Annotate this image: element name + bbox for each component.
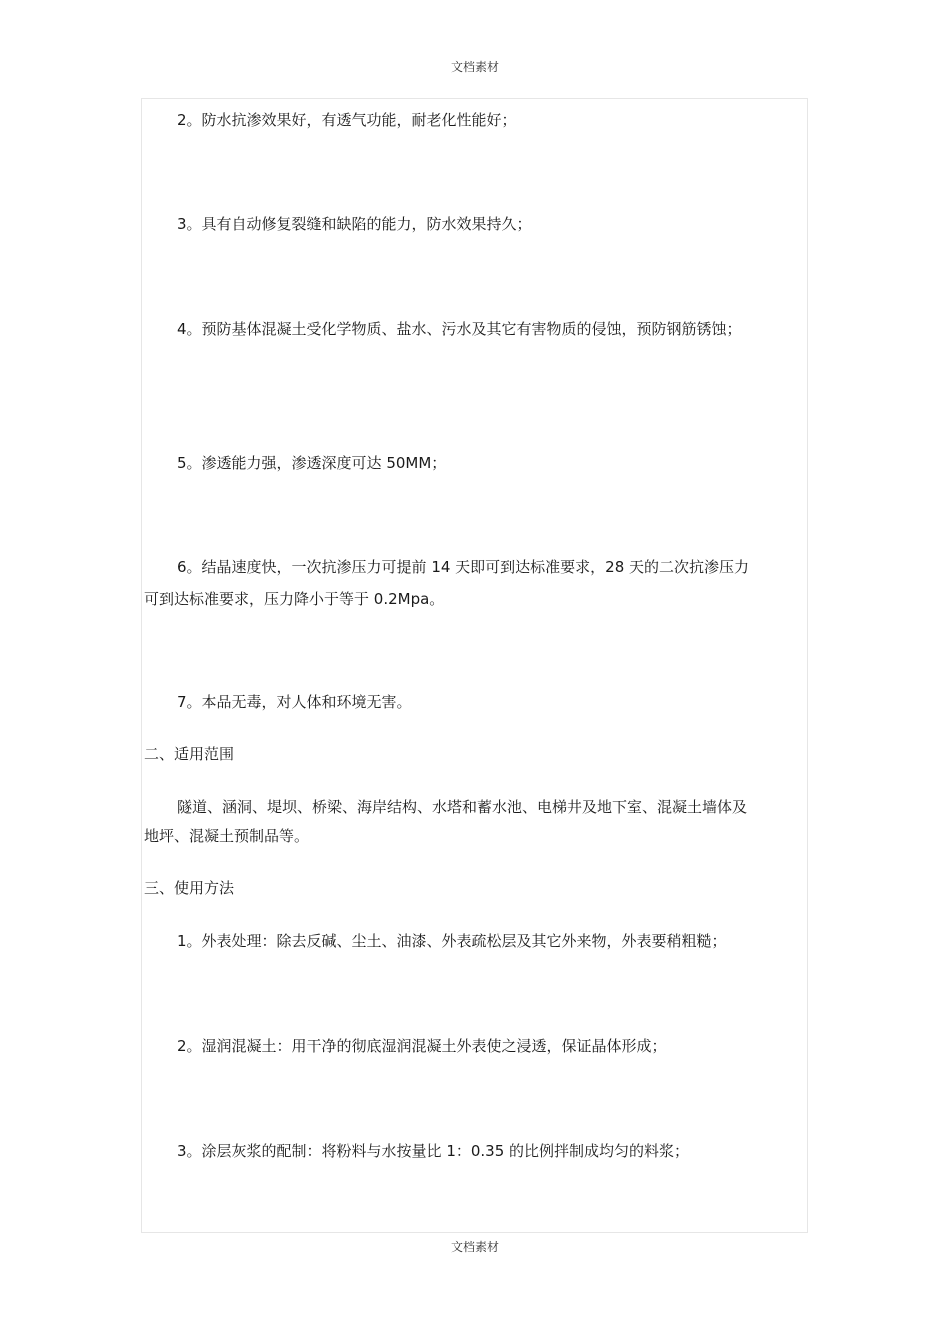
usage-step-3: 3。涂层灰浆的配制：将粉料与水按量比 1：0.35 的比例拌制成均匀的料浆； [177,1142,690,1160]
feature-item-7: 7。本品无毒，对人体和环境无害。 [177,693,412,711]
feature-item-3: 3。具有自动修复裂缝和缺陷的能力，防水效果持久； [177,215,532,233]
scope-paragraph-line-1: 隧道、涵洞、堤坝、桥梁、海岸结构、水塔和蓄水池、电梯井及地下室、混凝土墙体及 [177,798,748,816]
section-heading-scope: 二、适用范围 [144,745,235,763]
feature-item-6-line-1: 6。结晶速度快，一次抗渗压力可提前 14 天即可到达标准要求，28 天的二次抗渗压力 [177,558,750,576]
usage-step-2: 2。湿润混凝土：用干净的彻底湿润混凝土外表使之浸透，保证晶体形成； [177,1037,667,1055]
page-footer: 文档素材 [450,1240,499,1254]
section-heading-usage: 三、使用方法 [144,879,235,897]
feature-item-6-line-2: 可到达标准要求，压力降小于等于 0.2Mpa。 [144,590,445,608]
usage-step-1: 1。外表处理：除去反碱、尘土、油漆、外表疏松层及其它外来物，外表要稍粗糙； [177,932,727,950]
feature-item-2: 2。防水抗渗效果好，有透气功能，耐老化性能好； [177,111,517,129]
content-frame [141,98,808,1233]
scope-paragraph-line-2: 地坪、混凝土预制品等。 [144,827,310,845]
feature-item-5: 5。渗透能力强，渗透深度可达 50MM； [177,454,447,472]
feature-item-4: 4。预防基体混凝土受化学物质、盐水、污水及其它有害物质的侵蚀，预防钢筋锈蚀； [177,320,742,338]
page-header: 文档素材 [450,60,499,74]
